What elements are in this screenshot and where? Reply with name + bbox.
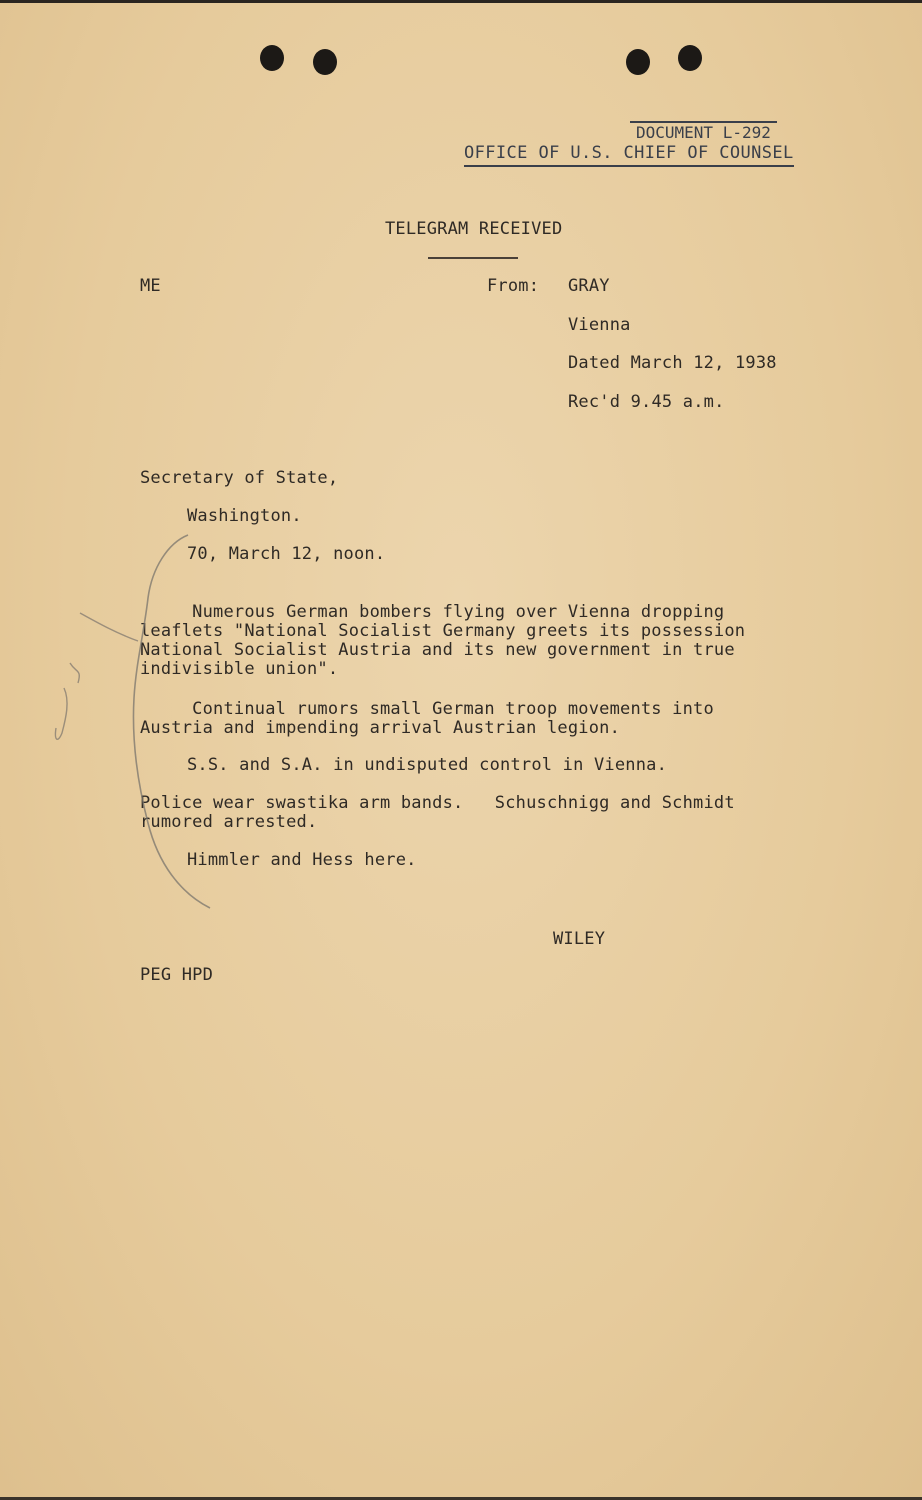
body-paragraph: Numerous German bombers flying over Vienna dropping leaflets "National Socialist Germany greets its possession National Socialist Austria and its new government in true indivisible union". — [140, 602, 746, 679]
from-label: From: — [487, 276, 540, 296]
office-stamp: OFFICE OF U.S. CHIEF OF COUNSEL — [464, 143, 794, 167]
document-number-stamp: DOCUMENT L-292 — [630, 121, 777, 142]
origin-city: Vienna — [568, 315, 631, 335]
footer-initials: PEG HPD — [140, 965, 214, 985]
from-value: GRAY — [568, 276, 610, 296]
punch-hole — [260, 45, 284, 71]
recipient-city: Washington. — [187, 506, 302, 526]
date-line: Dated March 12, 1938 — [568, 353, 777, 373]
routing-code: ME — [140, 276, 161, 296]
punch-hole — [678, 45, 702, 71]
body-paragraph: Continual rumors small German troop movements into Austria and impending arrival Austrian legion. — [140, 699, 714, 738]
title-rule — [428, 257, 518, 259]
signature: WILEY — [553, 929, 606, 949]
recipient: Secretary of State, — [140, 468, 339, 488]
body-paragraph: Police wear swastika arm bands. Schuschnigg and Schmidt rumored arrested. — [140, 793, 735, 832]
message-reference: 70, March 12, noon. — [187, 544, 386, 564]
body-paragraph: S.S. and S.A. in undisputed control in Vienna. — [187, 755, 668, 775]
punch-hole — [626, 49, 650, 75]
telegram-title: TELEGRAM RECEIVED — [385, 219, 563, 239]
received-time: Rec'd 9.45 a.m. — [568, 392, 725, 412]
punch-hole — [313, 49, 337, 75]
pencil-margin-mark — [40, 523, 240, 923]
body-paragraph: Himmler and Hess here. — [187, 850, 417, 870]
